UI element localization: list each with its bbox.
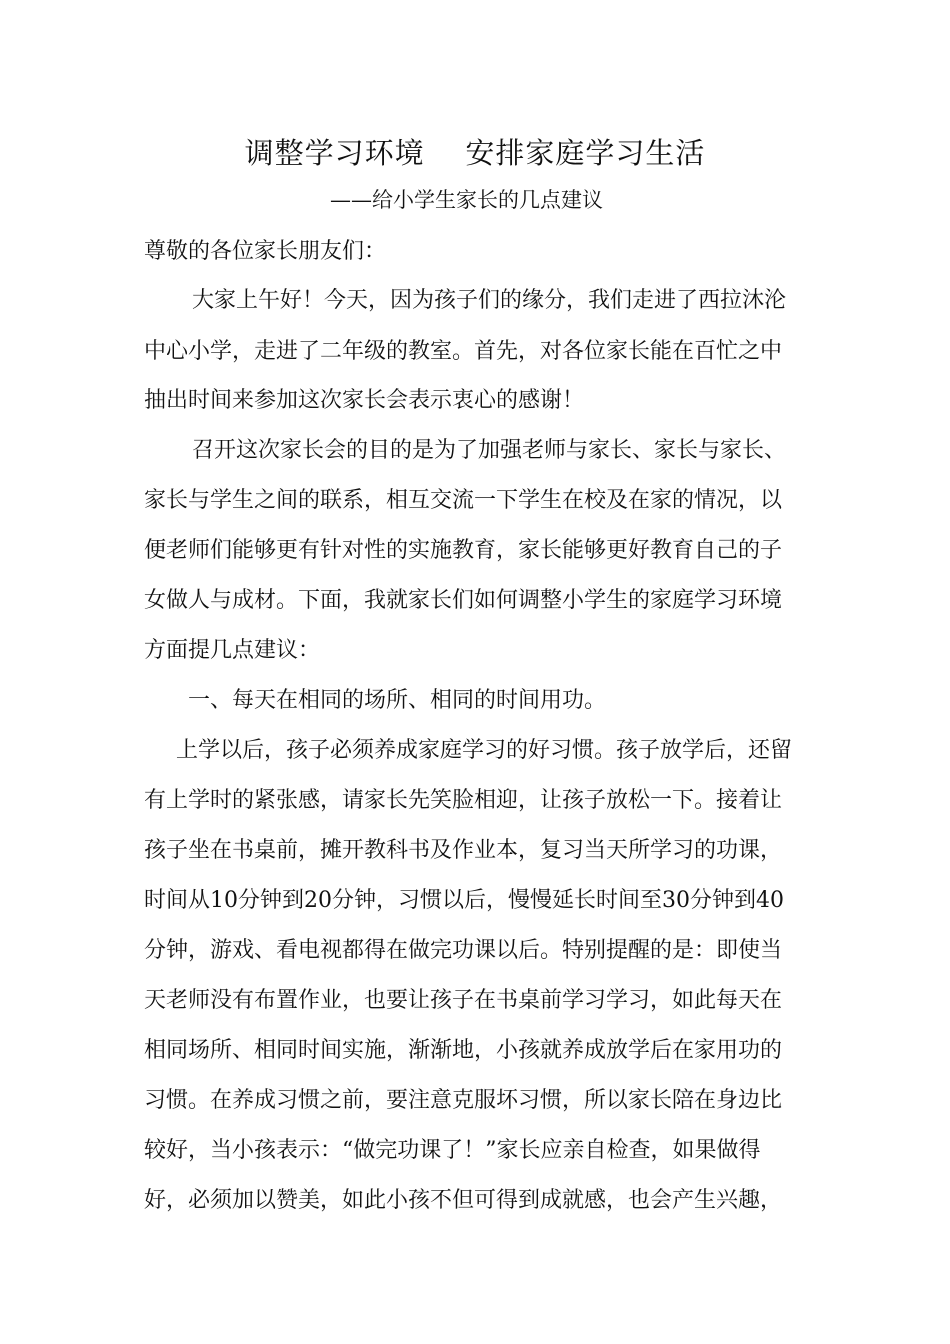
- text-line: 上学以后，孩子必须养成家庭学习的好习惯。孩子放学后，还留: [154, 738, 793, 763]
- text-line: 家长与学生之间的联系，相互交流一下学生在校及在家的情况，以: [144, 488, 783, 513]
- text-line: 一、每天在相同的场所、相同的时间用功。: [166, 688, 607, 713]
- document-subtitle: ——给小学生家长的几点建议: [330, 188, 603, 212]
- text-line: 中心小学，走进了二年级的教室。首先，对各位家长能在百忙之中: [144, 339, 783, 364]
- text-line: 女做人与成材。下面，我就家长们如何调整小学生的家庭学习环境: [144, 588, 783, 613]
- text-line: 孩子坐在书桌前，摊开教科书及作业本，复习当天所学习的功课，: [144, 838, 783, 863]
- text-line: 大家上午好！今天，因为孩子们的缘分，我们走进了西拉沐沦: [170, 288, 787, 313]
- text-line: 召开这次家长会的目的是为了加强老师与家长、家长与家长、: [170, 438, 787, 463]
- text-line: 方面提几点建议：: [144, 638, 321, 663]
- document-title: 调整学习环境 安排家庭学习生活: [244, 136, 706, 170]
- text-line: 便老师们能够更有针对性的实施教育，家长能够更好教育自己的子: [144, 538, 783, 563]
- text-line: 较好，当小孩表示：“做完功课了！”家长应亲自检查，如果做得: [144, 1138, 761, 1163]
- text-line: 分钟，游戏、看电视都得在做完功课以后。特别提醒的是：即使当: [144, 938, 783, 963]
- text-line: 抽出时间来参加这次家长会表示衷心的感谢！: [144, 388, 585, 413]
- text-line: 尊敬的各位家长朋友们：: [144, 239, 387, 264]
- text-line: 天老师没有布置作业，也要让孩子在书桌前学习学习，如此每天在: [144, 988, 783, 1013]
- text-line: 习惯。在养成习惯之前，要注意克服坏习惯，所以家长陪在身边比: [144, 1088, 783, 1113]
- text-line: 相同场所、相同时间实施，渐渐地，小孩就养成放学后在家用功的: [144, 1038, 783, 1063]
- text-line: 好，必须加以赞美，如此小孩不但可得到成就感，也会产生兴趣，: [144, 1188, 783, 1213]
- text-line: 有上学时的紧张感，请家长先笑脸相迎，让孩子放松一下。接着让: [144, 788, 783, 813]
- text-line: 时间从10分钟到20分钟，习惯以后，慢慢延长时间至30分钟到40: [144, 888, 784, 913]
